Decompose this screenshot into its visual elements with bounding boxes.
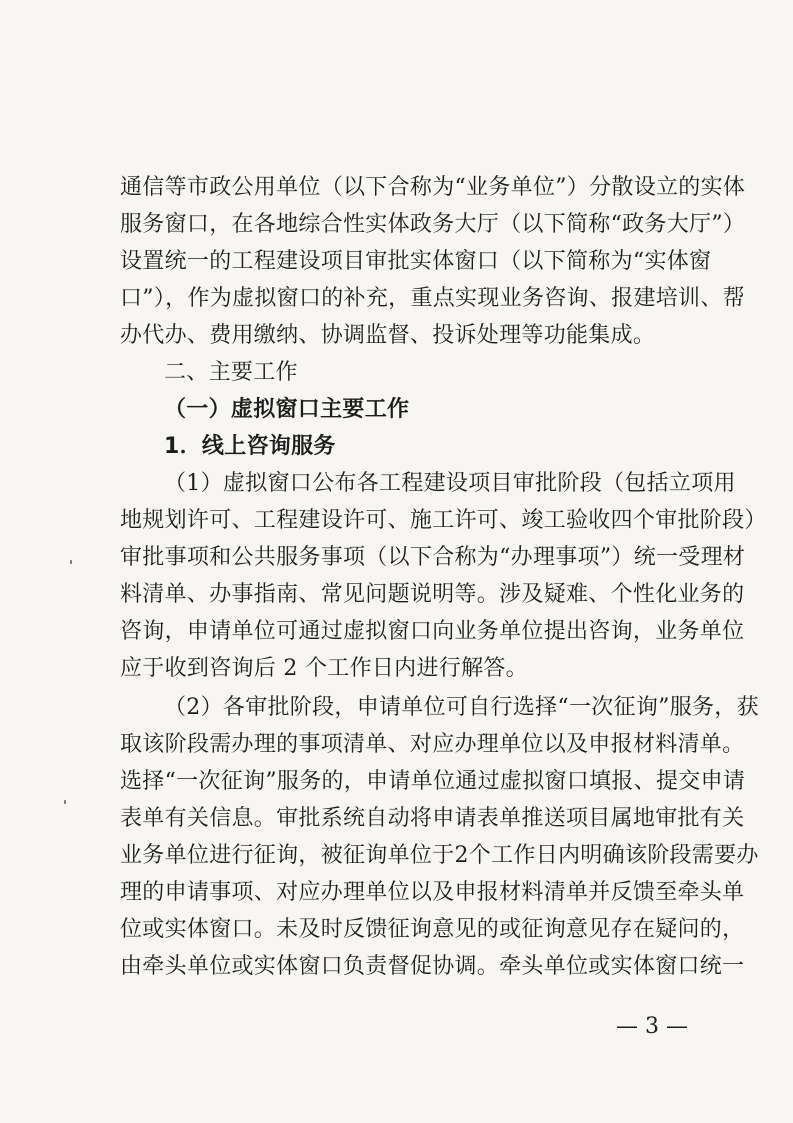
- scan-mark: [64, 800, 66, 804]
- paragraph-1-line-1: （1）虚拟窗口公布各工程建设项目审批阶段（包括立项用: [164, 471, 736, 496]
- paragraph-1-line-2: 地规划许可、工程建设许可、施工许可、竣工验收四个审批阶段）: [120, 508, 767, 533]
- body-line-2: 服务窗口，在各地综合性实体政务大厅（以下简称“政务大厅”）: [120, 212, 746, 237]
- body-line-4: 口”），作为虚拟窗口的补充，重点实现业务咨询、报建培训、帮: [120, 286, 745, 311]
- item-heading: 1．线上咨询服务: [164, 434, 336, 459]
- body-line-1: 通信等市政公用单位（以下合称为“业务单位”）分散设立的实体: [120, 175, 746, 200]
- paragraph-2-line-8: 由牵头单位或实体窗口负责督促协调。牵头单位或实体窗口统一: [120, 954, 745, 979]
- paragraph-2-line-1: （2）各审批阶段，申请单位可自行选择“一次征询”服务，获: [164, 695, 759, 720]
- paragraph-2-line-6: 理的申请事项、对应办理单位以及申报材料清单并反馈至牵头单: [120, 880, 745, 905]
- scan-mark: [70, 560, 72, 564]
- paragraph-1-line-6: 应于收到咨询后 2 个工作日内进行解答。: [120, 656, 528, 681]
- paragraph-1-line-4: 料清单、办事指南、常见问题说明等。涉及疑难、个性化业务的: [120, 582, 745, 607]
- body-line-5: 办代办、费用缴纳、协调监督、投诉处理等功能集成。: [120, 323, 656, 348]
- paragraph-2-line-3: 选择“一次征询”服务的，申请单位通过虚拟窗口填报、提交申请: [120, 769, 746, 794]
- paragraph-1-line-3: 审批事项和公共服务事项（以下合称为“办理事项”）统一受理材: [120, 545, 746, 570]
- paragraph-1-line-5: 咨询，申请单位可通过虚拟窗口向业务单位提出咨询，业务单位: [120, 619, 745, 644]
- paragraph-2-line-5: 业务单位进行征询，被征询单位于2个工作日内明确该阶段需要办: [120, 843, 759, 868]
- paragraph-2-line-2: 取该阶段需办理的事项清单、对应办理单位以及申报材料清单。: [120, 732, 745, 757]
- paragraph-2-line-4: 表单有关信息。审批系统自动将申请表单推送项目属地审批有关: [120, 806, 745, 831]
- paragraph-2-line-7: 位或实体窗口。未及时反馈征询意见的或征询意见存在疑问的，: [120, 917, 745, 942]
- subsection-heading: （一）虚拟窗口主要工作: [164, 397, 410, 422]
- page-number: — 3 —: [616, 1014, 688, 1039]
- section-heading: 二、主要工作: [164, 360, 298, 385]
- body-line-3: 设置统一的工程建设项目审批实体窗口（以下简称为“实体窗: [120, 249, 712, 274]
